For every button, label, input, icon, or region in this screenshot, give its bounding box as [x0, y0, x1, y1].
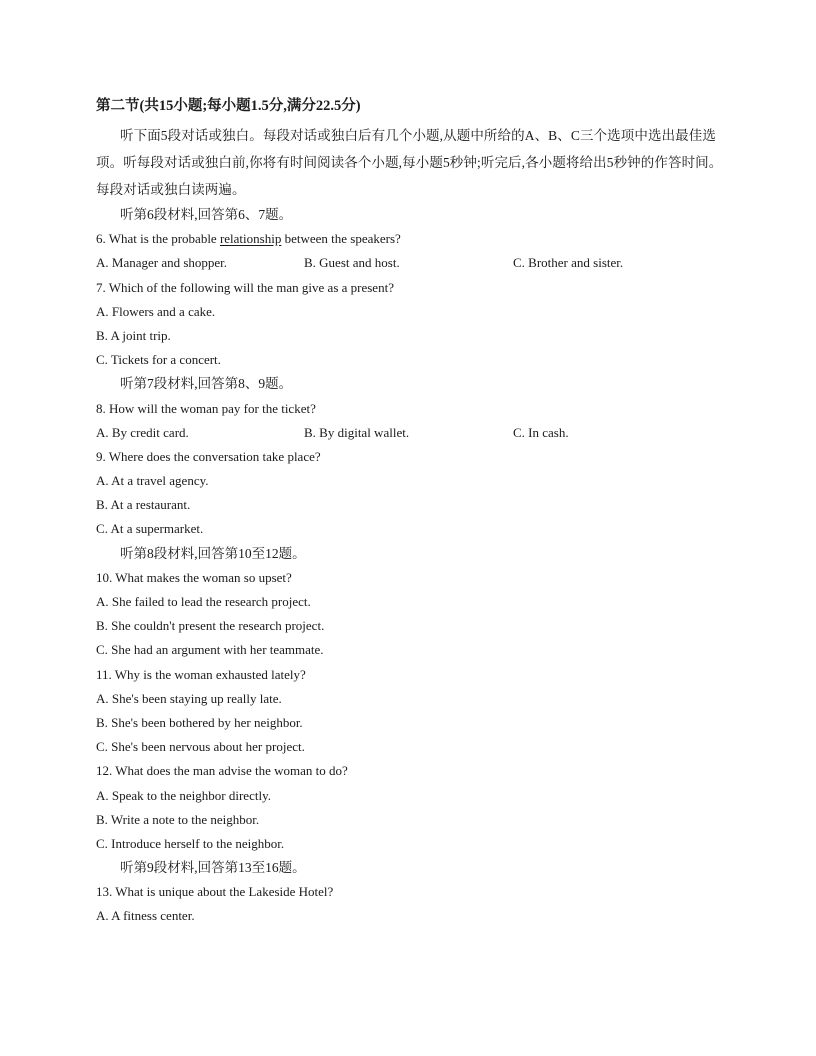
question-12-option-a: A. Speak to the neighbor directly.	[96, 787, 271, 803]
question-11-option-b: B. She's been bothered by her neighbor.	[96, 714, 303, 730]
question-8-option-a: A. By credit card.	[96, 424, 189, 440]
question-9-stem: 9. Where does the conversation take place?	[96, 448, 321, 464]
question-13-option-a: A. A fitness center.	[96, 908, 195, 924]
question-6-stem-part: 6. What is the probable	[96, 231, 220, 247]
material-7-heading: 听第7段材料,回答第8、9题。	[120, 376, 293, 392]
question-7-option-b: B. A joint trip.	[96, 327, 171, 343]
material-8-heading: 听第8段材料,回答第10至12题。	[120, 545, 306, 561]
question-6-option-b: B. Guest and host.	[304, 255, 400, 271]
question-8-stem: 8. How will the woman pay for the ticket?	[96, 400, 316, 416]
exam-page	[96, 96, 724, 929]
question-10-option-b: B. She couldn't present the research project.	[96, 618, 325, 634]
underlined-word: relationship	[219, 231, 282, 247]
question-9-option-b: B. At a restaurant.	[96, 497, 191, 513]
question-12-option-c: C. Introduce herself to the neighbor.	[96, 835, 285, 851]
question-6-option-a: A. Manager and shopper.	[96, 255, 228, 271]
question-11-option-c: C. She's been nervous about her project.	[96, 739, 305, 755]
material-9-heading: 听第9段材料,回答第13至16题。	[120, 860, 306, 876]
question-10-option-c: C. She had an argument with her teammate.	[96, 642, 324, 658]
question-8-option-c: C. In cash.	[513, 424, 569, 440]
question-12-stem: 12. What does the man advise the woman to do?	[96, 763, 348, 779]
question-11-option-a: A. She's been staying up really late.	[96, 690, 282, 706]
section-title: 第二节(共15小题;每小题1.5分,满分22.5分)	[96, 98, 361, 114]
section-instructions: 听下面5段对话或独白。每段对话或独白后有几个小题,从题中所给的A、B、C三个选项中选出最佳选项。听每段对话或独白前,你将有时间阅读各个小题,每小题5秒钟;听完后,各小题将给出5秒钟的作答时间。每段对话或独白读两遍。	[96, 128, 723, 197]
question-6-stem	[96, 227, 724, 251]
material-6-heading: 听第6段材料,回答第6、7题。	[120, 207, 293, 222]
question-8-options	[96, 421, 724, 445]
question-9-option-c: C. At a supermarket.	[96, 521, 204, 537]
question-11-stem: 11. Why is the woman exhausted lately?	[96, 666, 306, 682]
question-9-option-a: A. At a travel agency.	[96, 473, 209, 489]
question-6-option-c: C. Brother and sister.	[513, 255, 624, 271]
question-13-stem: 13. What is unique about the Lakeside Hotel?	[96, 884, 334, 900]
question-6-stem-part: between the speakers?	[281, 231, 401, 247]
question-10-stem: 10. What makes the woman so upset?	[96, 569, 292, 585]
question-7-option-c: C. Tickets for a concert.	[96, 352, 221, 368]
question-12-option-b: B. Write a note to the neighbor.	[96, 811, 260, 827]
question-7-option-a: A. Flowers and a cake.	[96, 303, 216, 319]
question-6-options	[96, 251, 724, 275]
question-7-stem: 7. Which of the following will the man give as a present?	[96, 279, 394, 295]
question-8-option-b: B. By digital wallet.	[304, 424, 410, 440]
question-10-option-a: A. She failed to lead the research project.	[96, 594, 311, 609]
